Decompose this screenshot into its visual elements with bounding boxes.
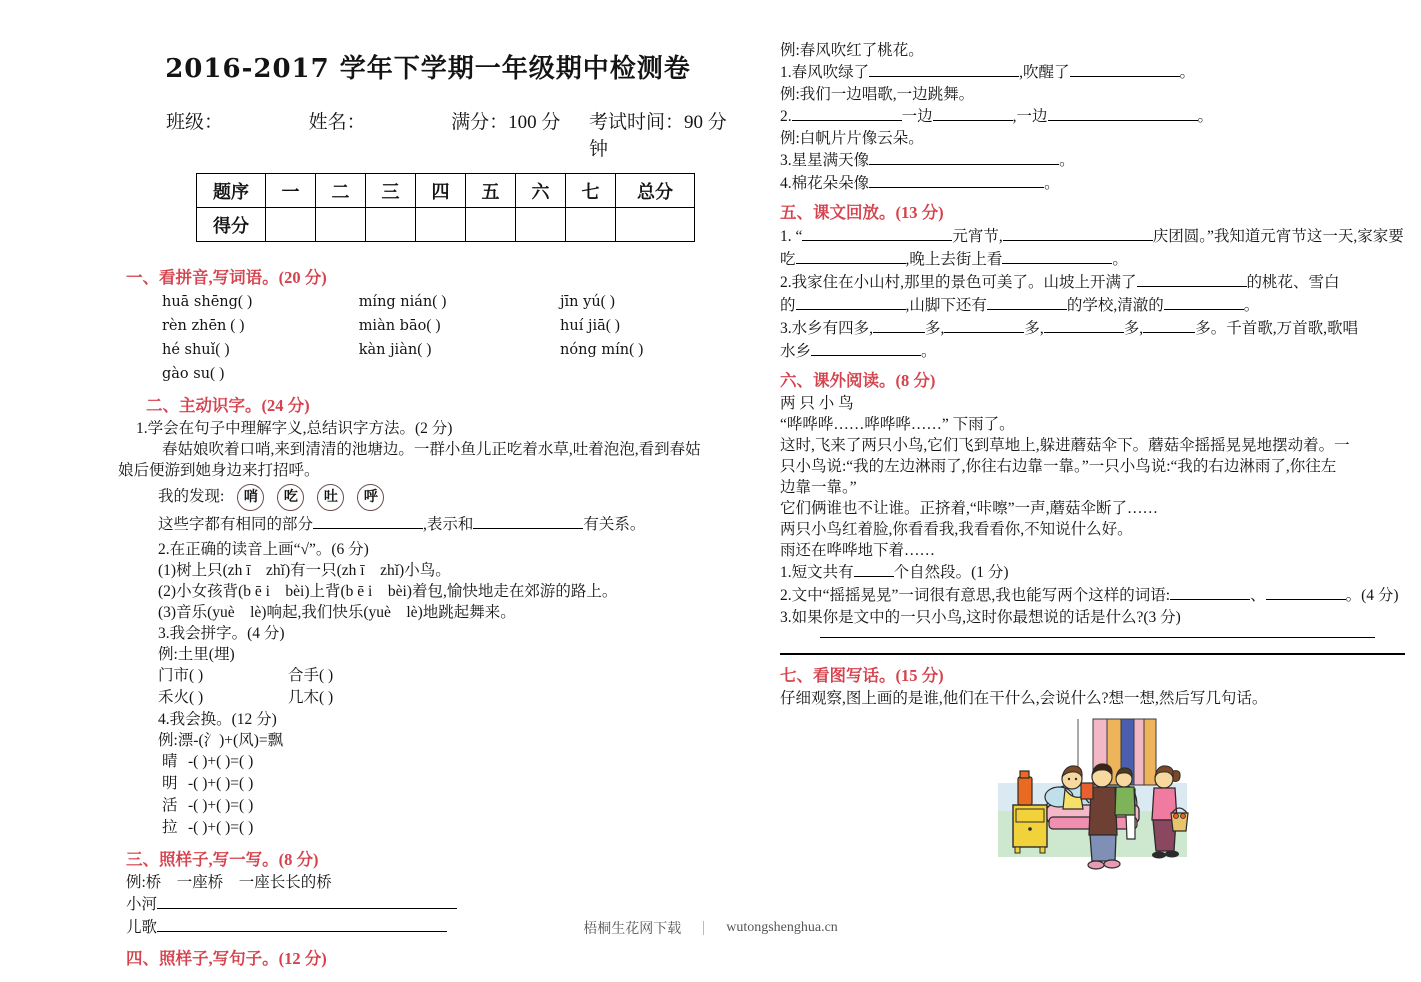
q2-3-item[interactable]: 禾火( ) bbox=[158, 689, 204, 706]
footer-url: wutongshenghua.cn bbox=[726, 920, 838, 935]
s5-q1-p4: 吃 bbox=[780, 251, 796, 268]
page-footer bbox=[0, 918, 1421, 938]
footer-site-name: 梧桐生花网下载 bbox=[583, 922, 682, 937]
s4-q2-b: 一边 bbox=[901, 108, 933, 125]
q2-4-pattern[interactable]: -( )+( )=( ) bbox=[188, 775, 254, 792]
s5-q3-p4: 多, bbox=[1123, 320, 1144, 337]
q2-4-row bbox=[162, 751, 738, 773]
score-table bbox=[196, 173, 695, 242]
s5-q2-p2: 的桃花、雪白 bbox=[1246, 274, 1340, 291]
pinyin-item: rèn zhēn ( ) bbox=[162, 317, 245, 334]
s6-body-line: 这时,飞来了两只小鸟,它们飞到草地上,躲进蘑菇伞下。蘑菇伞摇摇晃晃地摆动着。一 bbox=[780, 437, 1350, 454]
full-score-label: 满分：100 分 bbox=[451, 112, 561, 133]
s6-q3: 3.如果你是文中的一只小鸟,这时你最想说的话是什么?(3 分) bbox=[780, 609, 1181, 626]
pinyin-row bbox=[162, 338, 738, 362]
q2-4-pattern[interactable]: -( )+( )=( ) bbox=[188, 797, 254, 814]
common-part-text-a: 这些字都有相同的部分 bbox=[158, 516, 314, 533]
q2-1-title: 1.学会在句子中理解字义,总结识字方法。(2 分) bbox=[136, 420, 453, 437]
s5-q2-p4: ,山脚下还有 bbox=[905, 297, 987, 314]
answer-blank[interactable] bbox=[802, 225, 952, 241]
answer-blank[interactable] bbox=[796, 294, 906, 310]
answer-blank[interactable] bbox=[811, 340, 921, 356]
answer-blank[interactable] bbox=[157, 893, 457, 909]
illustration-svg bbox=[985, 717, 1200, 887]
answer-blank[interactable] bbox=[473, 513, 583, 529]
section-2-heading: 二、主动识字。(24 分) bbox=[146, 396, 310, 415]
score-input-cell[interactable] bbox=[616, 208, 695, 242]
s5-q3-p7: 。 bbox=[921, 343, 937, 360]
right-column bbox=[780, 0, 1405, 887]
s4-q2-d: 。 bbox=[1197, 108, 1214, 125]
answer-blank[interactable] bbox=[1266, 584, 1346, 600]
pinyin-item: miàn bāo( ) bbox=[358, 317, 441, 334]
s5-q1-p6: 。 bbox=[1112, 251, 1128, 268]
s5-q1-p1: 1. “ bbox=[780, 228, 803, 245]
circled-char: 呼 bbox=[357, 484, 384, 511]
s3-item-row bbox=[126, 893, 738, 916]
section-4-heading: 四、照样子,写句子。(12 分) bbox=[126, 949, 327, 968]
s4-q4-b: 。 bbox=[1044, 175, 1060, 192]
score-cell: 五 bbox=[466, 174, 516, 208]
answer-blank[interactable] bbox=[1070, 61, 1180, 77]
answer-blank[interactable] bbox=[1048, 105, 1198, 121]
score-input-cell[interactable] bbox=[416, 208, 466, 242]
answer-blank[interactable] bbox=[944, 317, 1024, 333]
s4-q2-row bbox=[780, 105, 1405, 128]
s4-q1-c: 。 bbox=[1179, 64, 1196, 81]
q2-4-row bbox=[162, 817, 738, 839]
q2-4-char: 晴 bbox=[162, 753, 178, 770]
answer-blank[interactable] bbox=[854, 561, 894, 577]
s5-q1-row-a bbox=[780, 225, 1405, 248]
score-cell: 三 bbox=[366, 174, 416, 208]
hospital-visit-illustration bbox=[985, 717, 1200, 887]
s5-q1-p3: 庆团圆。”我知道元宵节这一天,家家要 bbox=[1152, 228, 1404, 245]
section-1-heading: 一、看拼音,写词语。(20 分) bbox=[126, 268, 327, 287]
s4-q3-b: 。 bbox=[1059, 152, 1075, 169]
s4-q1-a: 1.春风吹绿了 bbox=[780, 64, 870, 81]
q2-2-item: (3)音乐(yuè lè)响起,我们快乐(yuè lè)地跳起舞来。 bbox=[158, 604, 516, 621]
score-input-cell[interactable] bbox=[466, 208, 516, 242]
q2-3-row bbox=[158, 665, 738, 687]
s4-q1-b: ,吹醒了 bbox=[1019, 64, 1070, 81]
s5-q3-p2: 多, bbox=[925, 320, 945, 337]
score-cell: 一 bbox=[266, 174, 316, 208]
pinyin-item: nóng mín( ) bbox=[560, 341, 644, 358]
s4-q1-row bbox=[780, 61, 1405, 84]
s5-q3-p1: 3.水乡有四多, bbox=[780, 320, 874, 337]
s4-q3-row bbox=[780, 149, 1405, 172]
q2-3-example: 例:土里(埋) bbox=[158, 646, 235, 663]
score-cell: 七 bbox=[566, 174, 616, 208]
s5-q2-row-a bbox=[780, 271, 1405, 294]
s5-q3-row-a bbox=[780, 317, 1405, 340]
discovery-row bbox=[158, 481, 738, 513]
pinyin-item: kàn jiàn( ) bbox=[358, 341, 432, 358]
s6-q1-b: 个自然段。(1 分) bbox=[893, 564, 1009, 581]
section-7-heading: 七、看图写话。(15 分) bbox=[780, 666, 944, 685]
answer-blank[interactable] bbox=[313, 513, 423, 529]
score-cell: 总分 bbox=[616, 174, 695, 208]
s6-q2-b: 、 bbox=[1250, 587, 1266, 604]
s3-item-label: 小河 bbox=[126, 896, 158, 913]
answer-blank[interactable] bbox=[792, 105, 902, 121]
q2-3-item[interactable]: 门市( ) bbox=[158, 667, 204, 684]
s6-q2-row bbox=[780, 584, 1405, 607]
q2-3-row bbox=[158, 687, 738, 709]
answer-blank[interactable] bbox=[869, 61, 1019, 77]
s6-body-line: “哗哗哗……哗哗哗……” 下雨了。 bbox=[780, 416, 1015, 433]
s4-q2-a: 2. bbox=[780, 108, 792, 125]
section-3-heading: 三、照样子,写一写。(8 分) bbox=[126, 850, 319, 869]
q2-2-item: (1)树上只(zh ī zhǐ)有一只(zh ī zhǐ)小鸟。 bbox=[158, 562, 451, 579]
s5-q2-row-b bbox=[780, 294, 1405, 317]
section-separator-rule bbox=[780, 653, 1405, 655]
passage-line: 娘后便游到她身边来打招呼。 bbox=[118, 462, 320, 479]
q2-2-item: (2)小女孩背(b ē i bèi)上背(b ē i bèi)着包,愉快地走在郊游的路上。 bbox=[158, 583, 618, 600]
circled-char: 哨 bbox=[237, 484, 264, 511]
exam-time-label: 考试时间：90 分钟 bbox=[588, 112, 727, 160]
name-label: 姓名： bbox=[308, 112, 366, 133]
score-cell: 题序 bbox=[197, 174, 266, 208]
answer-blank[interactable] bbox=[987, 294, 1067, 310]
s7-prompt: 仔细观察,图上画的是谁,他们在干什么,会说什么?想一想,然后写几句话。 bbox=[780, 690, 1268, 707]
s5-q3-p5: 多。千首歌,万首歌,歌唱 bbox=[1195, 320, 1358, 337]
s5-q2-p5: 的学校,清澈的 bbox=[1066, 297, 1164, 314]
s6-body-line: 边靠一靠。” bbox=[780, 479, 857, 496]
common-part-text-c: 有关系。 bbox=[583, 516, 646, 533]
s5-q2-p1: 2.我家住在小山村,那里的景色可美了。山坡上开满了 bbox=[780, 274, 1137, 291]
answer-blank[interactable] bbox=[1170, 584, 1250, 600]
s6-article-title: 两 只 小 鸟 bbox=[780, 395, 854, 412]
q2-4-title: 4.我会换。(12 分) bbox=[158, 711, 277, 728]
common-part-row bbox=[158, 513, 738, 536]
left-column bbox=[118, 0, 738, 971]
score-cell: 二 bbox=[316, 174, 366, 208]
s5-q1-row-b bbox=[780, 248, 1405, 271]
common-part-text-b: ,表示和 bbox=[423, 516, 474, 533]
s5-q1-p2: 元宵节, bbox=[952, 228, 1003, 245]
q2-3-title: 3.我会拼字。(4 分) bbox=[158, 625, 285, 642]
q2-3-item[interactable]: 几木( ) bbox=[288, 689, 334, 706]
passage-line: 春姑娘吹着口哨,来到清清的池塘边。一群小鱼儿正吃着水草,吐着泡泡,看到春姑 bbox=[162, 441, 701, 458]
q2-4-row bbox=[162, 795, 738, 817]
pinyin-item: hé shuǐ( ) bbox=[162, 341, 230, 358]
answer-blank[interactable] bbox=[1164, 294, 1244, 310]
s6-body-line: 它们俩谁也不让谁。正挤着,“咔嚓”一声,蘑菇伞断了…… bbox=[780, 500, 1159, 517]
q2-4-char: 拉 bbox=[162, 819, 178, 836]
answer-blank[interactable] bbox=[869, 172, 1044, 188]
pinyin-item: huí jiā( ) bbox=[560, 317, 620, 334]
q2-4-row bbox=[162, 773, 738, 795]
s6-q2-c: 。(4 分) bbox=[1345, 587, 1399, 604]
answer-line-rule[interactable] bbox=[820, 637, 1375, 638]
s6-body-line: 只小鸟说:“我的左边淋雨了,你往右边靠一靠。”一只小鸟说:“我的右边淋雨了,你往左 bbox=[780, 458, 1337, 475]
q2-4-char: 明 bbox=[162, 775, 178, 792]
s4-q4-a: 4.棉花朵朵像 bbox=[780, 175, 870, 192]
illustration-wrapper bbox=[780, 717, 1405, 887]
s6-q2-a: 2.文中“摇摇晃晃”一词很有意思,我也能写两个这样的词语: bbox=[780, 587, 1171, 604]
s5-q3-p6: 水乡 bbox=[780, 343, 812, 360]
score-cell: 六 bbox=[516, 174, 566, 208]
circled-char: 吐 bbox=[317, 484, 344, 511]
s6-q1-a: 1.短文共有 bbox=[780, 564, 854, 581]
s5-q1-p5: ,晚上去街上看 bbox=[905, 251, 1003, 268]
q2-3-item[interactable]: 合手( ) bbox=[288, 667, 334, 684]
answer-blank[interactable] bbox=[1003, 225, 1153, 241]
q2-4-pattern[interactable]: -( )+( )=( ) bbox=[188, 819, 254, 836]
section-6-heading: 六、课外阅读。(8 分) bbox=[780, 371, 936, 390]
score-cell: 四 bbox=[416, 174, 466, 208]
answer-blank[interactable] bbox=[796, 248, 906, 264]
table-row-scores bbox=[197, 208, 695, 242]
score-cell: 得分 bbox=[197, 208, 266, 242]
s6-q1-row bbox=[780, 561, 1405, 584]
answer-blank[interactable] bbox=[873, 317, 925, 333]
s4-example-2: 例:我们一边唱歌,一边跳舞。 bbox=[780, 86, 975, 103]
s5-q3-row-b bbox=[780, 340, 1405, 363]
s4-q4-row bbox=[780, 172, 1405, 195]
pinyin-row bbox=[162, 314, 738, 338]
circled-char: 吃 bbox=[277, 484, 304, 511]
answer-blank[interactable] bbox=[869, 149, 1059, 165]
s4-example-3: 例:白帆片片像云朵。 bbox=[780, 130, 924, 147]
pinyin-item: míng nián( ) bbox=[358, 293, 447, 310]
pinyin-row bbox=[162, 290, 738, 314]
pinyin-item: jīn yú( ) bbox=[560, 293, 615, 310]
answer-blank[interactable] bbox=[1143, 317, 1195, 333]
class-label: 班级： bbox=[166, 112, 224, 133]
table-row-header bbox=[197, 174, 695, 208]
section-5-heading: 五、课文回放。(13 分) bbox=[780, 203, 944, 222]
answer-blank[interactable] bbox=[1002, 248, 1112, 264]
student-info-row bbox=[166, 107, 738, 161]
s6-body-line: 雨还在哗哗地下着…… bbox=[780, 542, 936, 559]
q2-4-pattern[interactable]: -( )+( )=( ) bbox=[188, 753, 254, 770]
s4-q2-c: ,一边 bbox=[1012, 108, 1048, 125]
q2-4-example: 例:漂-(氵)+(风)=飘 bbox=[158, 732, 284, 749]
s5-q3-p3: 多, bbox=[1024, 320, 1044, 337]
s3-item-label: 儿歌 bbox=[126, 919, 158, 936]
score-input-cell[interactable] bbox=[316, 208, 366, 242]
s3-example: 例:桥 一座桥 一座长长的桥 bbox=[126, 874, 332, 891]
score-input-cell[interactable] bbox=[566, 208, 616, 242]
score-input-cell[interactable] bbox=[366, 208, 416, 242]
pinyin-row bbox=[162, 362, 738, 386]
s6-body-line: 两只小鸟红着脸,你看看我,我看看你,不知说什么好。 bbox=[780, 521, 1133, 538]
footer-divider bbox=[703, 921, 704, 935]
s4-example-1: 例:春风吹红了桃花。 bbox=[780, 42, 924, 59]
s5-q2-p6: 。 bbox=[1243, 297, 1260, 314]
pinyin-item: gào su( ) bbox=[162, 365, 225, 382]
page-title: 2016-2017 学年下学期一年级期中检测卷 bbox=[165, 54, 691, 84]
q2-2-title: 2.在正确的读音上画“√”。(6 分) bbox=[158, 541, 369, 558]
score-input-cell[interactable] bbox=[266, 208, 316, 242]
answer-blank[interactable] bbox=[1137, 271, 1247, 287]
pinyin-item: huā shēng( ) bbox=[162, 293, 253, 310]
q2-4-char: 活 bbox=[162, 797, 178, 814]
s4-q3-a: 3.星星满天像 bbox=[780, 152, 870, 169]
s5-q2-p3: 的 bbox=[780, 297, 796, 314]
score-input-cell[interactable] bbox=[516, 208, 566, 242]
answer-blank[interactable] bbox=[1044, 317, 1124, 333]
answer-blank[interactable] bbox=[933, 105, 1013, 121]
discovery-label: 我的发现: bbox=[158, 488, 225, 505]
